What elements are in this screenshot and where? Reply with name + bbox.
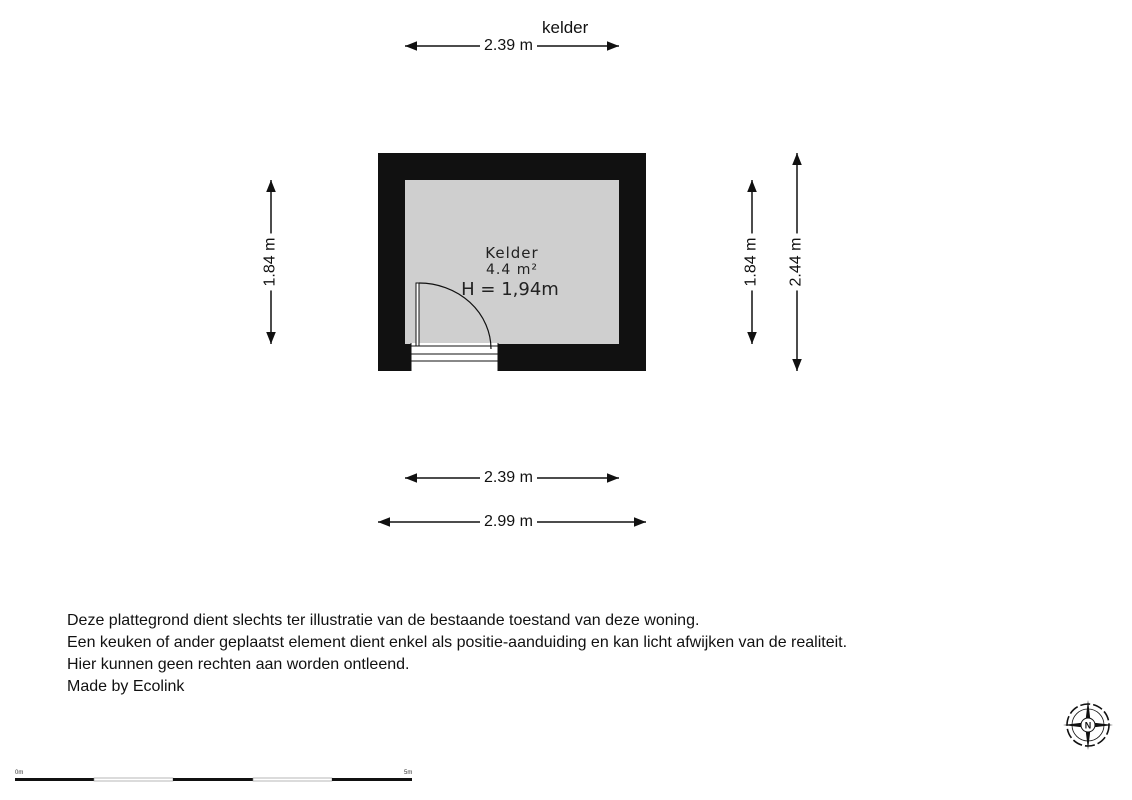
credit-line: Made by Ecolink [67, 678, 185, 695]
compass-icon [1060, 697, 1116, 753]
dim-label-right-outer: 2.44 m [788, 234, 804, 291]
dim-label-bottom-outer: 2.99 m [480, 514, 537, 530]
disclaimer-line: Deze plattegrond dient slechts ter illustratie van de bestaande toestand van deze woning. [67, 612, 700, 629]
room-name: Kelder [485, 244, 539, 262]
room-height: H = 1,94m [461, 279, 559, 300]
room-area: 4.4 m² [486, 262, 538, 278]
scale-end-label: 5m [404, 770, 413, 776]
dim-label-left: 1.84 m [262, 234, 278, 291]
scale-start-label: 0m [15, 770, 24, 776]
floor-label: kelder [542, 18, 589, 37]
disclaimer-line: Een keuken of ander geplaatst element dient enkel als positie-aanduiding en kan licht afwijken van de realiteit. [67, 634, 848, 651]
dim-label-right-inner: 1.84 m [743, 234, 759, 291]
disclaimer-line: Hier kunnen geen rechten aan worden ontleend. [67, 656, 410, 673]
compass-north-label: N [1084, 720, 1092, 731]
dim-label-bottom-inner: 2.39 m [480, 470, 537, 486]
dim-label-top: 2.39 m [480, 38, 537, 54]
